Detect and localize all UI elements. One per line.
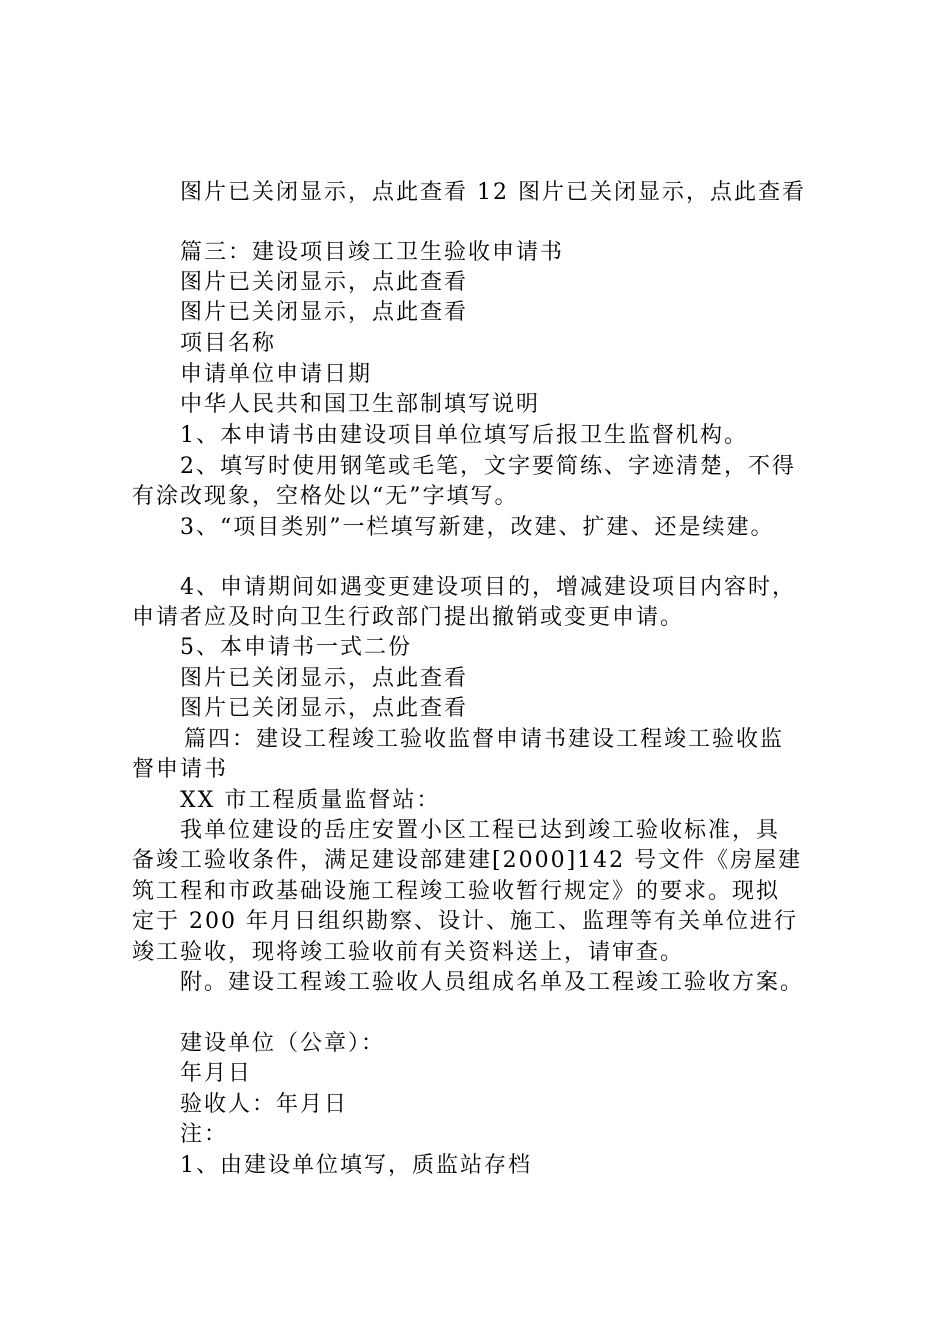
text-line: 图片已关闭显示，点此查看 [180, 666, 469, 691]
text-line: 5、本申请书一式二份 [180, 635, 412, 660]
text-line: 图片已关闭显示，点此查看 [180, 696, 469, 721]
text-line: XX 市工程质量监督站： [180, 788, 441, 813]
text-line: 注： [180, 1122, 229, 1147]
text-line: 竣工验收，现将竣工验收前有关资料送上，请审查。 [132, 940, 685, 965]
section-heading: 篇四：建设工程竣工验收监督申请书建设工程竣工验收监 [184, 727, 785, 752]
text-line: 验收人：年月日 [180, 1092, 349, 1117]
text-line: 2、填写时使用钢笔或毛笔，文字要简练、字迹清楚，不得 [180, 454, 796, 479]
section-heading: 篇三：建设项目竣工卫生验收申请书 [180, 240, 565, 265]
text-line: 有涂改现象，空格处以“无”字填写。 [132, 484, 519, 509]
text-line: 图片已关闭显示，点此查看 [180, 300, 469, 325]
text-line: 3、“项目类别”一栏填写新建，改建、扩建、还是续建。 [180, 515, 775, 540]
text-line: 图片已关闭显示，点此查看 [180, 270, 469, 295]
text-line: 中华人民共和国卫生部制填写说明 [180, 392, 541, 417]
text-line: 备竣工验收条件，满足建设部建建[2000]142 号文件《房屋建 [132, 848, 803, 873]
text-line: 我单位建设的岳庄安置小区工程已达到竣工验收标准，具 [180, 818, 781, 843]
text-line: 项目名称 [180, 331, 277, 356]
text-line: 年月日 [180, 1061, 253, 1086]
text-line: 附。建设工程竣工验收人员组成名单及工程竣工验收方案。 [180, 970, 805, 995]
text-line: 图片已关闭显示，点此查看 12 图片已关闭显示，点此查看 [180, 180, 806, 205]
text-line: 督申请书 [132, 757, 229, 782]
text-line: 申请者应及时向卫生行政部门提出撤销或变更申请。 [132, 605, 685, 630]
text-line: 建设单位（公章）： [180, 1031, 386, 1056]
text-line: 1、由建设单位填写，质监站存档 [180, 1153, 532, 1178]
text-line: 筑工程和市政基础设施工程竣工验收暂行规定》的要求。现拟 [132, 879, 781, 904]
text-line: 1、本申请书由建设项目单位填写后报卫生监督机构。 [180, 423, 748, 448]
text-line: 申请单位申请日期 [180, 362, 373, 387]
text-line: 定于 200 年月日组织勘察、设计、施工、监理等有关单位进行 [132, 909, 798, 934]
text-line: 4、申请期间如遇变更建设项目的，增减建设项目内容时， [180, 575, 796, 600]
